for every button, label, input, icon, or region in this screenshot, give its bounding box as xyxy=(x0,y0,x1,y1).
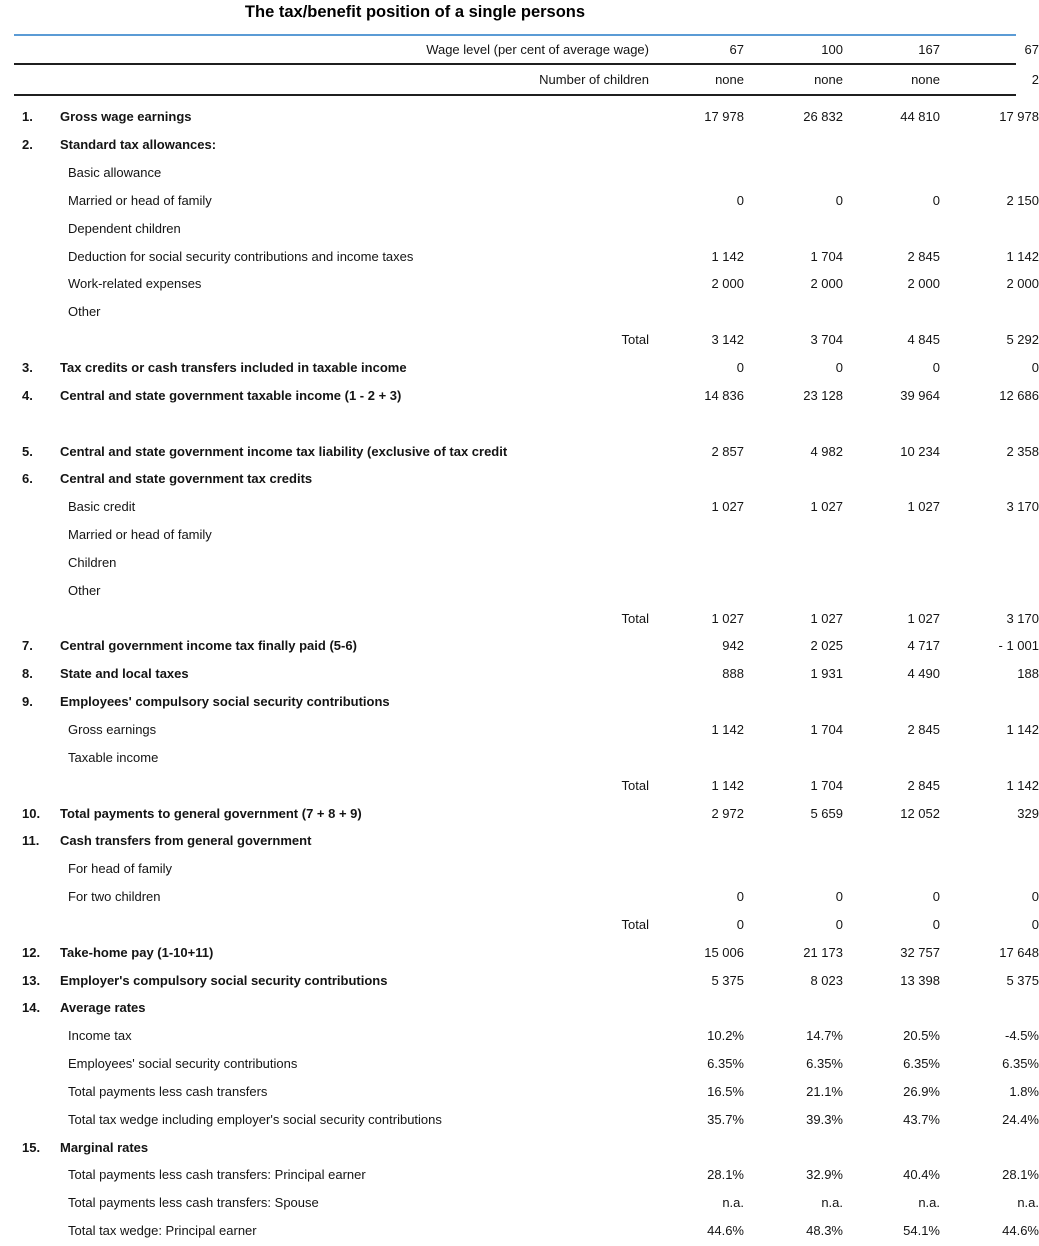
cell-value: 2 000 xyxy=(810,276,843,292)
row-number: 1. xyxy=(22,109,33,125)
cell-value: 6.35% xyxy=(806,1056,843,1072)
cell-value: 1 704 xyxy=(810,248,843,264)
table-row xyxy=(0,465,1039,493)
row-label: Cash transfers from general government xyxy=(60,833,312,849)
row-label-cell xyxy=(60,1140,649,1155)
cell-value: 35.7% xyxy=(707,1111,744,1127)
cell-value: 43.7% xyxy=(903,1111,940,1127)
table-row xyxy=(0,632,1039,660)
row-label-cell xyxy=(60,1028,649,1043)
row-label-cell xyxy=(60,221,649,236)
cell-value: 14.7% xyxy=(806,1028,843,1044)
cell-value: 0 xyxy=(932,360,940,376)
table-row xyxy=(0,1189,1039,1217)
wage-level-value: 67 xyxy=(1024,42,1039,57)
row-label: Total payments less cash transfers xyxy=(68,1083,268,1099)
cell-value: 39.3% xyxy=(806,1111,843,1127)
cell-value: 54.1% xyxy=(903,1223,940,1239)
cell-value: 0 xyxy=(736,360,744,376)
row-label: Taxable income xyxy=(68,749,159,765)
row-label: Total tax wedge including employer's social security contributions xyxy=(68,1111,442,1127)
cell-value: 0 xyxy=(932,916,940,932)
row-number: 6. xyxy=(22,471,33,487)
row-label-cell xyxy=(60,165,649,180)
cell-value: 6.35% xyxy=(1002,1056,1039,1072)
cell-value: 17 648 xyxy=(999,944,1039,960)
row-number: 13. xyxy=(22,972,41,988)
cell-value: 6.35% xyxy=(707,1056,744,1072)
cell-value: 13 398 xyxy=(900,972,940,988)
row-label-cell xyxy=(60,109,649,124)
total-label: Total xyxy=(621,332,649,348)
number-of-children-label: Number of children xyxy=(539,72,649,87)
row-label-cell xyxy=(60,583,649,598)
total-label: Total xyxy=(621,916,649,932)
cell-value: 15 006 xyxy=(704,944,744,960)
cell-value: 0 xyxy=(932,889,940,905)
cell-value: 1 027 xyxy=(810,499,843,515)
table-row xyxy=(0,214,1039,242)
wage-level-value: 67 xyxy=(729,42,744,57)
row-number: 14. xyxy=(22,1000,41,1016)
cell-value: 0 xyxy=(736,889,744,905)
table-row xyxy=(0,799,1039,827)
cell-value: 1 142 xyxy=(711,721,744,737)
row-label-cell xyxy=(60,1112,649,1127)
row-label-cell xyxy=(60,276,649,291)
wage-level-value: 167 xyxy=(918,42,940,57)
table-row xyxy=(0,966,1039,994)
row-label-cell xyxy=(60,137,649,152)
cell-value: 1.8% xyxy=(1009,1083,1039,1099)
row-number: 4. xyxy=(22,387,33,403)
table-row xyxy=(0,938,1039,966)
row-label: Total tax wedge: Principal earner xyxy=(68,1223,257,1239)
cell-value: 1 931 xyxy=(810,666,843,682)
row-label: Work-related expenses xyxy=(68,276,202,292)
row-label: Standard tax allowances: xyxy=(60,137,217,153)
row-number: 2. xyxy=(22,137,33,153)
table-row xyxy=(0,326,1039,354)
cell-value: 17 978 xyxy=(704,109,744,125)
row-label: Central government income tax finally paid (5-6) xyxy=(60,638,357,654)
row-label: Take-home pay (1-10+11) xyxy=(60,944,214,960)
table-row xyxy=(0,1022,1039,1050)
table-row xyxy=(0,298,1039,326)
row-label: Basic credit xyxy=(68,499,136,515)
table-row xyxy=(0,688,1039,716)
cell-value: 1 027 xyxy=(907,610,940,626)
cell-value: 1 027 xyxy=(907,499,940,515)
table-row xyxy=(0,103,1039,131)
row-label: Central and state government tax credits xyxy=(60,471,313,487)
row-label: Other xyxy=(68,304,101,320)
row-label: Dependent children xyxy=(68,220,181,236)
row-label-cell xyxy=(60,611,649,626)
row-label: Tax credits or cash transfers included in taxable income xyxy=(60,360,407,376)
cell-value: 2 845 xyxy=(907,721,940,737)
row-label-cell xyxy=(60,193,649,208)
row-label-cell xyxy=(60,806,649,821)
table-row xyxy=(0,549,1039,577)
cell-value: 8 023 xyxy=(810,972,843,988)
cell-value: 2 000 xyxy=(1006,276,1039,292)
children-count-value: none xyxy=(911,72,940,87)
cell-value: 28.1% xyxy=(707,1167,744,1183)
cell-value: 4 490 xyxy=(907,666,940,682)
table-row xyxy=(0,437,1039,465)
table-row xyxy=(0,1133,1039,1161)
cell-value: 0 xyxy=(835,916,843,932)
cell-value: 329 xyxy=(1017,805,1039,821)
row-label-cell xyxy=(60,527,649,542)
cell-value: 2 000 xyxy=(711,276,744,292)
cell-value: - 1 001 xyxy=(998,638,1039,654)
cell-value: n.a. xyxy=(722,1195,744,1211)
cell-value: -4.5% xyxy=(1005,1028,1039,1044)
page-title: The tax/benefit position of a single persons xyxy=(244,3,586,21)
table-row xyxy=(0,771,1039,799)
row-label-cell xyxy=(60,499,649,514)
table-row xyxy=(0,493,1039,521)
row-label-cell xyxy=(60,722,649,737)
cell-value: 4 982 xyxy=(810,443,843,459)
cell-value: 188 xyxy=(1017,666,1039,682)
row-label: Total payments to general government (7 + 8 + 9) xyxy=(60,805,362,821)
cell-value: 942 xyxy=(722,638,744,654)
cell-value: 4 717 xyxy=(907,638,940,654)
table-row xyxy=(0,270,1039,298)
cell-value: 5 375 xyxy=(1006,972,1039,988)
cell-value: 26.9% xyxy=(903,1083,940,1099)
row-label: Married or head of family xyxy=(68,192,212,208)
row-label: Gross wage earnings xyxy=(60,109,192,125)
table-row xyxy=(0,827,1039,855)
row-label-cell xyxy=(60,360,649,375)
cell-value: 3 704 xyxy=(810,332,843,348)
cell-value: 0 xyxy=(835,889,843,905)
cell-value: 0 xyxy=(1031,916,1039,932)
table-row xyxy=(0,521,1039,549)
table-row xyxy=(0,883,1039,911)
cell-value: 0 xyxy=(835,192,843,208)
table-row xyxy=(0,131,1039,159)
table-row xyxy=(0,187,1039,215)
row-number: 12. xyxy=(22,944,41,960)
cell-value: 0 xyxy=(835,360,843,376)
row-label: Total payments less cash transfers: Principal earner xyxy=(68,1167,366,1183)
cell-value: 1 027 xyxy=(810,610,843,626)
table-row xyxy=(0,910,1039,938)
row-number: 15. xyxy=(22,1139,41,1155)
row-label-cell xyxy=(60,889,649,904)
cell-value: 1 027 xyxy=(711,499,744,515)
cell-value: 3 170 xyxy=(1006,499,1039,515)
table-row xyxy=(0,242,1039,270)
cell-value: 1 142 xyxy=(711,777,744,793)
row-label: State and local taxes xyxy=(60,666,189,682)
row-label-cell xyxy=(60,1167,649,1182)
row-label: Central and state government taxable income (1 - 2 + 3) xyxy=(60,387,402,403)
table-row xyxy=(0,1050,1039,1078)
row-label-cell xyxy=(60,1195,649,1210)
row-label-cell xyxy=(60,694,649,709)
row-label: Employees' compulsory social security contributions xyxy=(60,694,390,710)
table-row xyxy=(0,660,1039,688)
header-row-wage-level xyxy=(0,36,1039,63)
row-label: Average rates xyxy=(60,1000,146,1016)
cell-value: 48.3% xyxy=(806,1223,843,1239)
cell-value: 2 000 xyxy=(907,276,940,292)
row-number: 9. xyxy=(22,694,33,710)
cell-value: 6.35% xyxy=(903,1056,940,1072)
table-row xyxy=(0,1078,1039,1106)
row-number: 3. xyxy=(22,360,33,376)
table-row xyxy=(0,994,1039,1022)
table-row xyxy=(0,604,1039,632)
row-spacer xyxy=(0,409,1039,437)
row-label-cell xyxy=(60,332,649,347)
cell-value: 2 025 xyxy=(810,638,843,654)
row-label-cell xyxy=(60,778,649,793)
wage-level-label: Wage level (per cent of average wage) xyxy=(426,42,649,57)
row-label: For two children xyxy=(68,889,161,905)
row-label: Children xyxy=(68,554,117,570)
cell-value: 44.6% xyxy=(707,1223,744,1239)
table-row xyxy=(0,743,1039,771)
table-body xyxy=(0,103,1039,1245)
row-label: Basic allowance xyxy=(68,165,162,181)
cell-value: 0 xyxy=(736,916,744,932)
table-row xyxy=(0,1161,1039,1189)
cell-value: 0 xyxy=(736,192,744,208)
title-block xyxy=(0,0,1039,34)
cell-value: 5 375 xyxy=(711,972,744,988)
row-label-cell xyxy=(60,1084,649,1099)
cell-value: 24.4% xyxy=(1002,1111,1039,1127)
cell-value: 2 857 xyxy=(711,443,744,459)
table-row xyxy=(0,1105,1039,1133)
row-label-cell xyxy=(60,973,649,988)
cell-value: 17 978 xyxy=(999,109,1039,125)
cell-value: 2 150 xyxy=(1006,192,1039,208)
row-label-cell xyxy=(60,1223,649,1238)
cell-value: 39 964 xyxy=(900,387,940,403)
row-number: 10. xyxy=(22,805,41,821)
row-number: 5. xyxy=(22,443,33,459)
cell-value: 2 845 xyxy=(907,248,940,264)
row-label-cell xyxy=(60,917,649,932)
cell-value: 14 836 xyxy=(704,387,744,403)
header-rule-2 xyxy=(14,94,1016,96)
cell-value: 1 142 xyxy=(1006,721,1039,737)
table-row xyxy=(0,354,1039,382)
cell-value: n.a. xyxy=(1017,1195,1039,1211)
table-row xyxy=(0,855,1039,883)
children-count-value: none xyxy=(814,72,843,87)
wage-level-value: 100 xyxy=(821,42,843,57)
cell-value: 44.6% xyxy=(1002,1223,1039,1239)
cell-value: 2 358 xyxy=(1006,443,1039,459)
total-label: Total xyxy=(621,610,649,626)
table-row xyxy=(0,1217,1039,1245)
row-label: Married or head of family xyxy=(68,527,212,543)
cell-value: 21 173 xyxy=(803,944,843,960)
row-label-cell xyxy=(60,471,649,486)
row-number: 8. xyxy=(22,666,33,682)
header-row-children xyxy=(0,65,1039,94)
cell-value: 10.2% xyxy=(707,1028,744,1044)
table-row xyxy=(0,381,1039,409)
row-label: Income tax xyxy=(68,1028,132,1044)
cell-value: 28.1% xyxy=(1002,1167,1039,1183)
row-number: 11. xyxy=(22,833,40,849)
cell-value: 32 757 xyxy=(900,944,940,960)
row-label: Gross earnings xyxy=(68,721,157,737)
cell-value: 2 972 xyxy=(711,805,744,821)
cell-value: 23 128 xyxy=(803,387,843,403)
cell-value: 3 142 xyxy=(711,332,744,348)
cell-value: 44 810 xyxy=(900,109,940,125)
cell-value: 21.1% xyxy=(806,1083,843,1099)
cell-value: 5 659 xyxy=(810,805,843,821)
cell-value: 16.5% xyxy=(707,1083,744,1099)
row-label-cell xyxy=(60,444,649,459)
cell-value: 4 845 xyxy=(907,332,940,348)
table-row xyxy=(0,576,1039,604)
cell-value: 26 832 xyxy=(803,109,843,125)
cell-value: 2 845 xyxy=(907,777,940,793)
cell-value: 3 170 xyxy=(1006,610,1039,626)
cell-value: 12 686 xyxy=(999,387,1039,403)
row-label: Deduction for social security contributions and income taxes xyxy=(68,248,414,264)
cell-value: n.a. xyxy=(821,1195,843,1211)
row-label: Employees' social security contributions xyxy=(68,1056,298,1072)
total-label: Total xyxy=(621,777,649,793)
cell-value: 32.9% xyxy=(806,1167,843,1183)
children-count-value: none xyxy=(715,72,744,87)
row-number: 7. xyxy=(22,638,33,654)
cell-value: 40.4% xyxy=(903,1167,940,1183)
cell-value: 1 142 xyxy=(1006,248,1039,264)
cell-value: 0 xyxy=(1031,889,1039,905)
row-label: Total payments less cash transfers: Spouse xyxy=(68,1195,319,1211)
row-label-cell xyxy=(60,388,649,403)
cell-value: 20.5% xyxy=(903,1028,940,1044)
row-label-cell xyxy=(60,945,649,960)
row-label-cell xyxy=(60,555,649,570)
cell-value: 888 xyxy=(722,666,744,682)
table-row xyxy=(0,159,1039,187)
row-label-cell xyxy=(60,750,649,765)
children-count-value: 2 xyxy=(1031,72,1039,87)
row-label-cell xyxy=(60,833,649,848)
cell-value: 0 xyxy=(932,192,940,208)
row-label-cell xyxy=(60,638,649,653)
cell-value: 10 234 xyxy=(900,443,940,459)
row-label-cell xyxy=(60,861,649,876)
cell-value: 0 xyxy=(1031,360,1039,376)
row-label: Marginal rates xyxy=(60,1139,149,1155)
row-label: Other xyxy=(68,582,101,598)
table-row xyxy=(0,716,1039,744)
cell-value: 5 292 xyxy=(1006,332,1039,348)
cell-value: 1 027 xyxy=(711,610,744,626)
cell-value: 1 142 xyxy=(711,248,744,264)
row-label-cell xyxy=(60,249,649,264)
cell-value: 1 704 xyxy=(810,721,843,737)
row-label-cell xyxy=(60,1056,649,1071)
cell-value: 12 052 xyxy=(900,805,940,821)
row-label: For head of family xyxy=(68,861,173,877)
row-label-cell xyxy=(60,666,649,681)
row-label-cell xyxy=(60,304,649,319)
cell-value: n.a. xyxy=(918,1195,940,1211)
cell-value: 1 704 xyxy=(810,777,843,793)
cell-value: 1 142 xyxy=(1006,777,1039,793)
row-label: Employer's compulsory social security contributions xyxy=(60,972,388,988)
row-label-cell xyxy=(60,1000,649,1015)
row-label: Central and state government income tax liability (exclusive of tax credit xyxy=(60,443,508,459)
